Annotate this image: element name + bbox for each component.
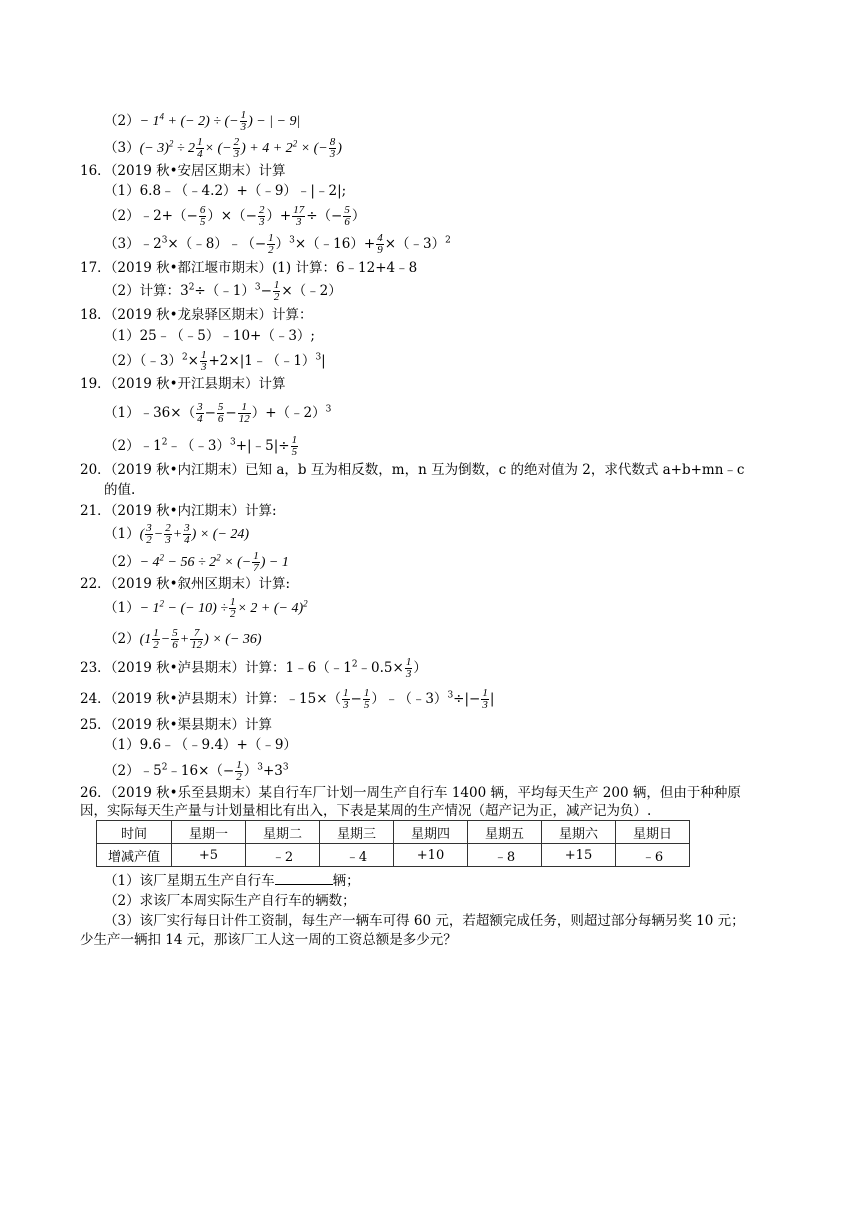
q26-line1: 26．（2019 秋•乐至县期末）某自行车厂计划一周生产自行车 1400 辆，平均每天生产 200 辆，但由于种种原 <box>80 785 741 801</box>
table-cell: 星期五 <box>468 821 542 844</box>
q17-part2: （2）计算：$3^2\div(﹣1)^3-$ $\frac{1}{2}$ ×（﹣2） <box>104 279 342 303</box>
q25-part2: $(2)﹣5^2﹣16\times(-$ $\frac{1}{2}$ ）$^3+3^3$ <box>104 759 289 783</box>
table-cell: 星期三 <box>320 821 394 844</box>
q23-line: 23．（2019 秋•泸县期末）计算：$1﹣6(﹣1^2﹣0.5\times$ $\frac{1}{3}$ ） <box>80 656 427 680</box>
q26-part1: （1）该厂星期五生产自行车 辆； <box>104 873 360 889</box>
table-cell: 星期一 <box>172 821 246 844</box>
q25-part1: （1）9.6﹣（﹣9.4）+（﹣9） <box>104 737 297 753</box>
q21-part1: （1）( $\frac{3}{2}$ − $\frac{2}{3}$ + $\frac{3}{4}$ ) × (− 24) <box>104 522 250 546</box>
q19-part2: $(2)﹣1^2﹣(﹣3)^3+|﹣5|\div$ $\frac{1}{5}$ <box>104 434 298 458</box>
table-cell: ﹣4 <box>320 844 394 867</box>
q19-heading: 19．（2019 秋•开江县期末）计算 <box>80 376 286 392</box>
q26-part3-line1: （3）该厂实行每日计件工资制，每生产一辆车可得 60 元，若超额完成任务，则超过部分每辆另奖 10 元； <box>104 913 745 929</box>
q18-heading: 18．（2019 秋•龙泉驿区期末）计算： <box>80 307 313 323</box>
table-cell: 星期四 <box>394 821 468 844</box>
q20-line1: 20．（2019 秋•内江期末）已知 a，b 互为相反数，m，n 互为倒数，c 的绝对值为 2，求代数式 a+b+mn﹣c <box>80 462 745 478</box>
answer-blank[interactable] <box>275 872 333 885</box>
table-cell: +5 <box>172 844 246 867</box>
q22-heading: 22．（2019 秋•叙州区期末）计算: <box>80 576 291 592</box>
q22-part2: （2）(1 $\frac{1}{2}$ − $\frac{5}{6}$ + $\frac{7}{12}$ ) × (− 36) <box>104 627 262 651</box>
q26-part3-line2: 少生产一辆扣 14 元，那该厂工人这一周的工资总额是多少元？ <box>80 932 457 948</box>
q19-part1: （1）﹣36×（ $\frac{3}{4}$ − $\frac{5}{6}$ − $\frac{1}{12}$ ）+（﹣2）$^3$ <box>104 401 332 425</box>
q21-heading: 21．（2019 秋•内江期末）计算: <box>80 503 277 519</box>
q15-part2: $(2)- 1^4$ + (− 2) ÷ (− $\frac{1}{3}$ ) − | − 9| <box>104 109 301 133</box>
q26-line2: 因，实际每天生产量与计划量相比有出入，下表是某周的生产情况（超产记为正，减产记为负）. <box>80 803 652 819</box>
table-cell: +15 <box>542 844 616 867</box>
q16-part3: $(3)﹣2^3\times(﹣8)﹣(-$ $\frac{1}{2}$ ）$^3$×（﹣16）+ $\frac{4}{9}$ ×（﹣3）$^2$ <box>104 232 451 256</box>
table-cell: ﹣2 <box>246 844 320 867</box>
table-row <box>97 844 690 867</box>
table-cell: ﹣8 <box>468 844 542 867</box>
production-table <box>96 820 690 867</box>
q25-heading: 25．（2019 秋•渠县期末）计算 <box>80 717 273 733</box>
q15-part3: $(3)(- 3)^2 \div 2$ $\frac{1}{4}$ × (− $\frac{2}{3}$ ) + $4 + 2^2$ × (− $\frac{8}{3}$ ) <box>104 136 342 160</box>
q17-heading: 17．（2019 秋•都江堰市期末）(1) 计算：6﹣12+4﹣8 <box>80 260 418 276</box>
q21-part2: $(2)- 4^2 - 56 \div 2^2$ × (− $\frac{1}{7}$ ) − 1 <box>104 550 289 574</box>
table-row <box>97 821 690 844</box>
table-cell: 增减产值 <box>97 844 172 867</box>
table-cell: 星期二 <box>246 821 320 844</box>
q18-part2: （2）（﹣3）$^2$× $\frac{1}{3}$ +2×|1﹣（﹣1）$^3$| <box>104 349 326 373</box>
q16-heading: 16．（2019 秋•安居区期末）计算 <box>80 163 286 179</box>
q18-part1: （1）25﹣（﹣5）﹣10+（﹣3）; <box>104 328 315 344</box>
q16-part2: （2）﹣2+（− $\frac{6}{5}$ ）×（− $\frac{2}{3}$ ）+ $\frac{17}{3}$ ÷（− $\frac{5}{6}$ ） <box>104 204 366 228</box>
q16-part1: （1）6.8﹣（﹣4.2）+（﹣9）﹣|﹣2|; <box>104 183 347 199</box>
table-cell: 时间 <box>97 821 172 844</box>
table-cell: 星期日 <box>616 821 690 844</box>
q22-part1: $(1)- 1^2$ − (− 10) ÷ $\frac{1}{2}$ × 2 + (− 4)$^2$ <box>104 596 308 620</box>
table-cell: +10 <box>394 844 468 867</box>
q26-part2: （2）求该厂本周实际生产自行车的辆数； <box>104 893 356 909</box>
table-cell: 星期六 <box>542 821 616 844</box>
table-cell: ﹣6 <box>616 844 690 867</box>
q24-line: 24．（2019 秋•泸县期末）计算：﹣15×（ $\frac{1}{3}$ − $\frac{1}{5}$ ）﹣（﹣3）$^3$÷|− $\frac{1}{3}$ | <box>80 687 495 711</box>
q20-line2: 的值. <box>104 482 136 498</box>
